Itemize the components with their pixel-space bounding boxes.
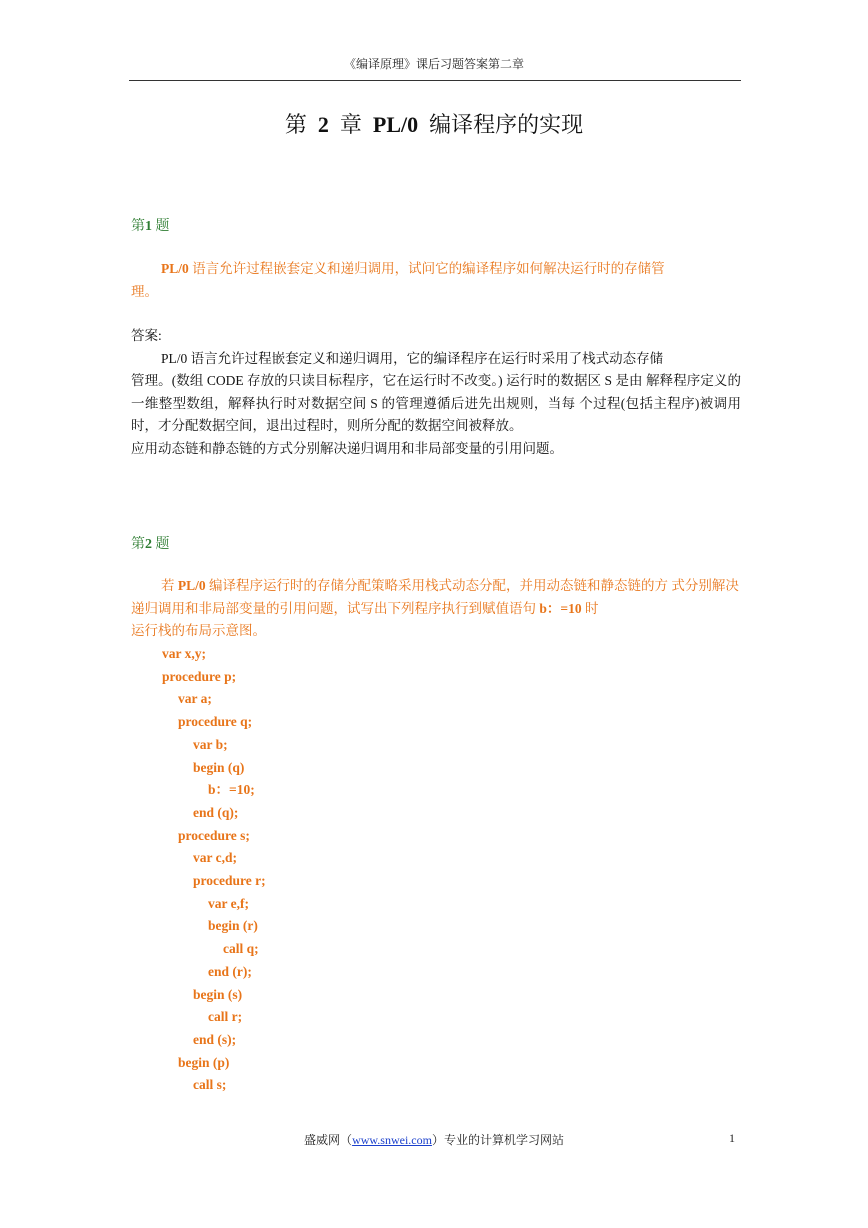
code-line: var e,f; (208, 895, 249, 911)
q1-label-num: 1 (145, 219, 152, 234)
page-footer (0, 1131, 868, 1148)
title-mid: 章 (339, 112, 362, 137)
code-line: procedure r; (193, 873, 266, 888)
code-line: call r; (208, 1009, 243, 1025)
footer-suffix: ）专业的计算机学习网站 (431, 1133, 564, 1147)
q2-bold2: b：=10 (539, 600, 582, 616)
code-line: var c,d; (193, 850, 237, 866)
title-prefix: 第 (284, 112, 307, 137)
q1-label-prefix: 第 (131, 219, 145, 234)
q1-question-line1 (131, 258, 665, 281)
code-line: begin (s) (193, 986, 243, 1002)
code-line: call q; (223, 941, 259, 957)
page-header: 《编译原理》课后习题答案第二章 (343, 57, 524, 71)
question-2-text (131, 575, 741, 643)
q2-part1: 若 (161, 578, 178, 593)
code-line: var b; (193, 736, 228, 752)
header-rule (129, 80, 741, 81)
q2-label-num: 2 (145, 537, 152, 552)
chapter-title (0, 108, 868, 139)
code-line: procedure s; (178, 827, 250, 843)
title-suffix: 编译程序的实现 (429, 112, 584, 137)
code-line: var x,y; (162, 646, 206, 661)
code-line: end (s); (193, 1031, 237, 1047)
code-line: end (r); (208, 963, 252, 979)
code-line: begin (p) (178, 1054, 230, 1070)
code-line: procedure q; (178, 714, 253, 730)
page-number: 1 (729, 1131, 735, 1145)
q1-question-line2: 理。 (131, 283, 158, 299)
title-num: 2 (317, 112, 329, 137)
code-line: var a; (178, 691, 212, 707)
answer-1 (131, 325, 741, 460)
q2-bold1: PL/0 (177, 578, 206, 593)
footer-link[interactable]: www.snwei.com (352, 1133, 432, 1147)
q1-question-bold: PL/0 (161, 261, 189, 276)
code-line: call s; (193, 1077, 227, 1093)
question-1-label (131, 215, 170, 235)
title-lang: PL/0 (372, 112, 419, 137)
q2-indent (131, 578, 161, 593)
answer-line2: 管理。(数组 CODE 存放的只读目标程序，它在运行时不改变。) 运行时的数据区 S 是由 解释程序定义的一维整型数组，解释执行时对数据空间 S 的管理遵循后进先出规则，当每 个过程(包括主程序)被调用时，才分配数据空间，退出过程时，则所分配的数据空间被释放。 (131, 373, 741, 433)
q1-label-suffix: 题 (155, 219, 170, 234)
q2-part2: 编译程序运行时的存储分配策略采用栈式动态分配，并用动态链和静态链的方 式分别解决递归调用和非局部变量的引用问题，试写出下列程序执行到赋值语句 (131, 578, 739, 616)
footer-prefix: 盛威网（ (304, 1133, 353, 1147)
answer-label: 答案: (131, 328, 162, 343)
code-line: begin (r) (208, 918, 258, 934)
question-1-text (131, 258, 741, 303)
question-2-label (131, 533, 170, 553)
code-line: end (q); (193, 804, 239, 820)
q2-part3: 时 (581, 600, 599, 616)
answer-line1: PL/0 语言允许过程嵌套定义和递归调用，它的编译程序在运行时采用了栈式动态存储 (161, 350, 664, 366)
q1-question-line1-text: 语言允许过程嵌套定义和递归调用，试问它的编译程序如何解决运行时的存储管 (188, 261, 665, 276)
answer-line3: 应用动态链和静态链的方式分别解决递归调用和非局部变量的引用问题。 (131, 440, 563, 456)
q2-line-last: 运行栈的布局示意图。 (131, 623, 266, 638)
code-line: begin (q) (193, 759, 245, 775)
q2-label-prefix: 第 (131, 537, 145, 552)
code-line: procedure p; (162, 668, 237, 684)
code-line: b：=10; (208, 782, 255, 798)
q2-label-suffix: 题 (155, 537, 170, 552)
